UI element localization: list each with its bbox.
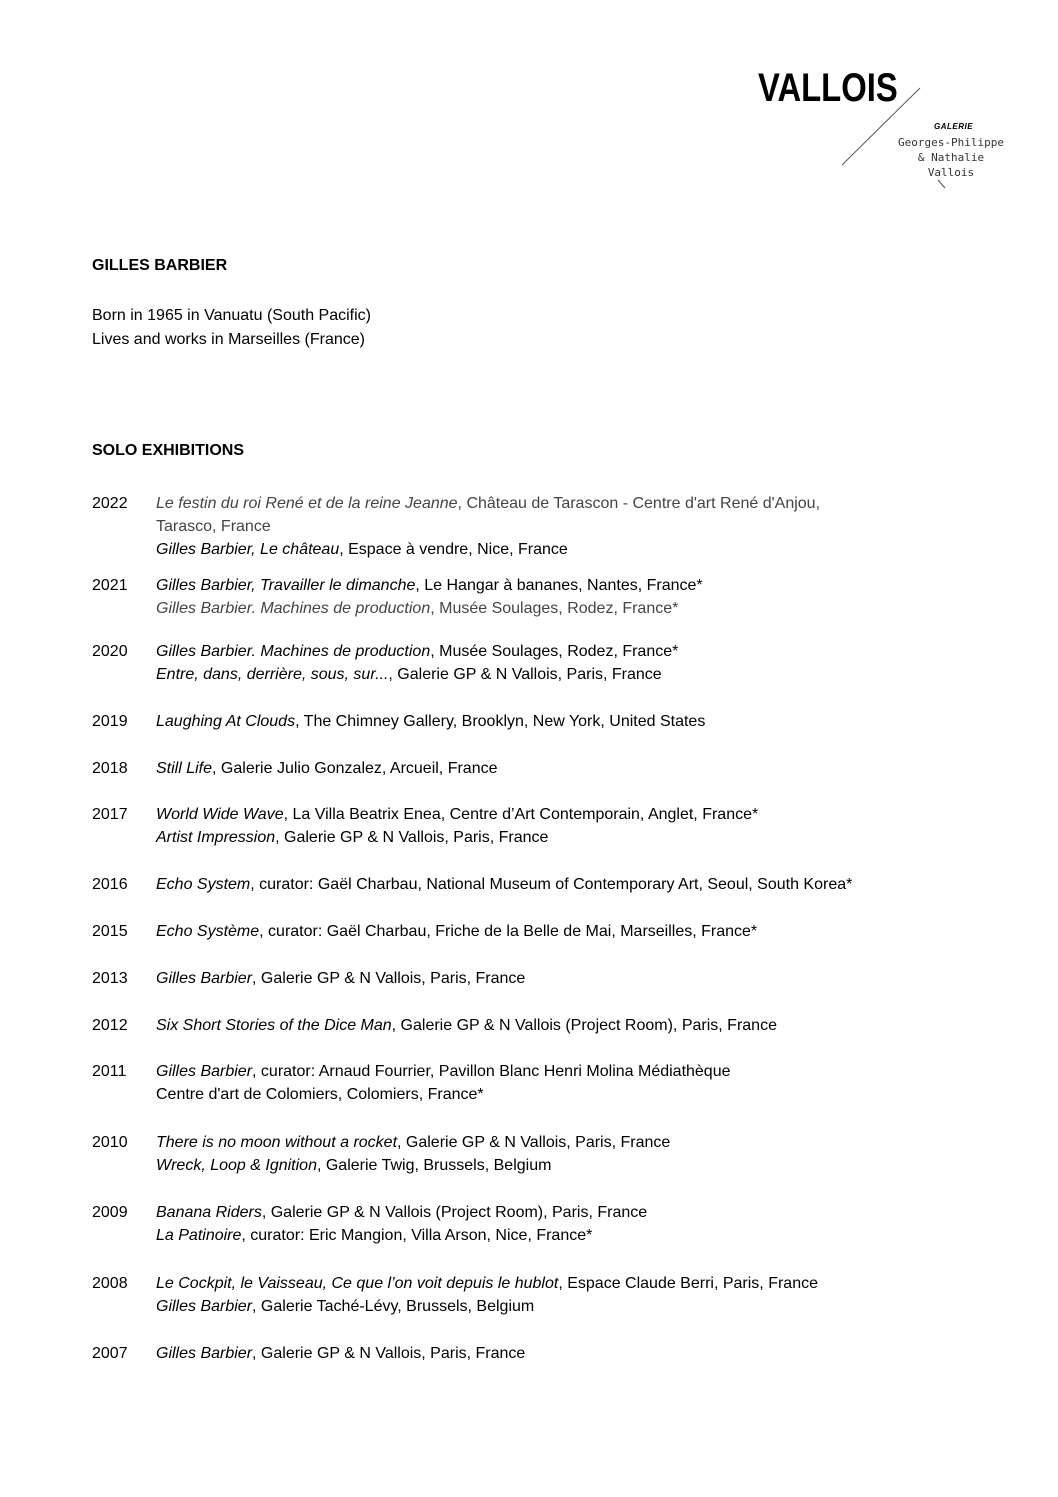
logo-galerie-label: GALERIE [934,122,974,131]
exhibition-title: Artist Impression [156,829,276,846]
exhibition-venue: , Château de Tarascon - Centre d'art René d'Anjou, [457,495,821,512]
exhibition-line [156,757,986,780]
exhibition-title: Le Cockpit, le Vaisseau, Ce que l’on voit depuis le hublot [156,1275,559,1292]
exhibition-title: Entre, dans, derrière, sous, sur... [156,666,389,683]
exhibition-lines [156,803,986,849]
exhibition-lines [156,873,986,896]
exhibition-line [156,1131,986,1154]
exhibition-title: Six Short Stories of the Dice Man [156,1017,392,1034]
exhibition-title: Gilles Barbier [156,1345,253,1362]
exhibition-venue: , Galerie Twig, Brussels, Belgium [316,1157,552,1174]
exhibition-title: Echo System [156,876,251,893]
exhibition-venue: , Espace Claude Berri, Paris, France [558,1275,818,1292]
exhibition-venue: , Galerie GP & N Vallois, Paris, France [388,666,662,683]
exhibition-lines [156,967,986,990]
exhibition-year: 2007 [92,1345,128,1362]
exhibition-year: 2010 [92,1134,128,1151]
exhibition-title: Echo Système [156,923,260,940]
exhibition-lines [156,757,986,780]
exhibition-year: 2015 [92,923,128,940]
exhibition-title: Gilles Barbier. Machines de production [156,643,431,660]
exhibition-line [156,826,986,849]
exhibition-lines [156,1131,986,1177]
exhibition-venue: , Galerie GP & N Vallois, Paris, France [397,1134,671,1151]
exhibition-line [156,574,986,597]
exhibition-venue: , Galerie GP & N Vallois, Paris, France [275,829,549,846]
logo-owner-names [896,135,1006,180]
exhibition-title: Gilles Barbier [156,1298,253,1315]
exhibition-lines [156,1060,986,1106]
exhibition-lines [156,640,986,686]
exhibition-title: Gilles Barbier, Le château [156,541,340,558]
exhibition-title: La Patinoire [156,1227,242,1244]
bio-residence: Lives and works in Marseilles (France) [92,331,365,348]
exhibition-lines [156,1201,986,1247]
exhibition-line [156,1060,986,1083]
exhibition-venue: , Galerie Taché-Lévy, Brussels, Belgium [252,1298,535,1315]
exhibition-venue: , Le Hangar à bananes, Nantes, France* [415,577,703,594]
exhibition-venue: Centre d'art de Colomiers, Colomiers, France* [156,1086,484,1103]
exhibition-line [156,515,986,538]
exhibition-title: Gilles Barbier [156,1063,253,1080]
exhibition-title: Still Life [156,760,213,777]
exhibition-title: Gilles Barbier, Travailler le dimanche [156,577,416,594]
exhibition-line [156,663,986,686]
exhibition-line [156,967,986,990]
exhibition-line [156,492,986,515]
exhibition-year: 2011 [92,1063,127,1080]
exhibition-venue: , curator: Gaël Charbau, National Museum of Contemporary Art, Seoul, South Korea* [250,876,853,893]
gallery-logo [0,0,1058,200]
exhibition-venue: , curator: Arnaud Fourrier, Pavillon Blanc Henri Molina Médiathèque [252,1063,731,1080]
exhibition-lines [156,574,986,620]
exhibition-venue: , curator: Eric Mangion, Villa Arson, Nice, France* [241,1227,593,1244]
exhibition-year: 2008 [92,1275,128,1292]
exhibition-line [156,597,986,620]
exhibition-title: Wreck, Loop & Ignition [156,1157,317,1174]
exhibition-venue: , Musée Soulages, Rodez, France* [430,643,679,660]
logo-wordmark: VALLOIS [758,66,898,110]
section-title-solo-exhibitions: SOLO EXHIBITIONS [92,442,245,459]
exhibition-lines [156,920,986,943]
exhibition-venue: , La Villa Beatrix Enea, Centre d’Art Contemporain, Anglet, France* [283,806,759,823]
exhibition-venue: , Musée Soulages, Rodez, France* [430,600,679,617]
exhibition-line [156,1272,986,1295]
exhibition-line [156,803,986,826]
exhibition-title: Le festin du roi René et de la reine Jeanne [156,495,458,512]
exhibition-line [156,710,986,733]
exhibition-venue: , Galerie GP & N Vallois (Project Room), Paris, France [261,1204,648,1221]
exhibition-line [156,1014,986,1037]
exhibition-venue: , Galerie GP & N Vallois (Project Room), Paris, France [391,1017,777,1034]
exhibition-line [156,1224,986,1247]
exhibition-year: 2022 [92,495,128,512]
exhibition-venue: , curator: Gaël Charbau, Friche de la Belle de Mai, Marseilles, France* [259,923,758,940]
exhibition-line [156,640,986,663]
exhibition-year: 2017 [92,806,128,823]
artist-bio [92,304,371,352]
exhibition-title: World Wide Wave [156,806,284,823]
exhibition-line [156,1201,986,1224]
exhibition-lines [156,1014,986,1037]
exhibition-title: There is no moon without a rocket [156,1134,398,1151]
exhibition-venue: , Espace à vendre, Nice, France [339,541,568,558]
exhibition-year: 2019 [92,713,128,730]
exhibition-venue: Tarasco, France [156,518,271,535]
exhibition-title: Banana Riders [156,1204,262,1221]
logo-name-line: Vallois [927,166,975,179]
exhibition-year: 2018 [92,760,128,777]
exhibition-year: 2009 [92,1204,128,1221]
exhibition-year: 2012 [92,1017,128,1034]
exhibition-line [156,920,986,943]
exhibition-line [156,873,986,896]
exhibition-venue: , Galerie Julio Gonzalez, Arcueil, France [212,760,498,777]
logo-name-line: & Nathalie [917,151,985,164]
exhibition-line [156,1154,986,1177]
exhibition-venue: , Galerie GP & N Vallois, Paris, France [252,1345,526,1362]
logo-name-line: Georges-Philippe [898,136,1004,149]
artist-name: GILLES BARBIER [92,257,228,274]
exhibition-title: Gilles Barbier [156,970,253,987]
exhibition-title: Gilles Barbier. Machines de production [156,600,431,617]
exhibition-title: Laughing At Clouds [156,713,296,730]
exhibition-lines [156,1272,986,1318]
exhibition-year: 2013 [92,970,128,987]
exhibition-line [156,1083,986,1106]
bio-birth: Born in 1965 in Vanuatu (South Pacific) [92,307,371,324]
exhibition-venue: , Galerie GP & N Vallois, Paris, France [252,970,526,987]
exhibition-lines [156,710,986,733]
exhibition-lines [156,492,986,561]
exhibition-year: 2016 [92,876,128,893]
exhibition-line [156,1295,986,1318]
exhibition-year: 2021 [92,577,128,594]
exhibition-venue: , The Chimney Gallery, Brooklyn, New York, United States [295,713,706,730]
exhibition-year: 2020 [92,643,128,660]
exhibition-line [156,538,986,561]
exhibition-lines [156,1342,986,1365]
exhibition-line [156,1342,986,1365]
